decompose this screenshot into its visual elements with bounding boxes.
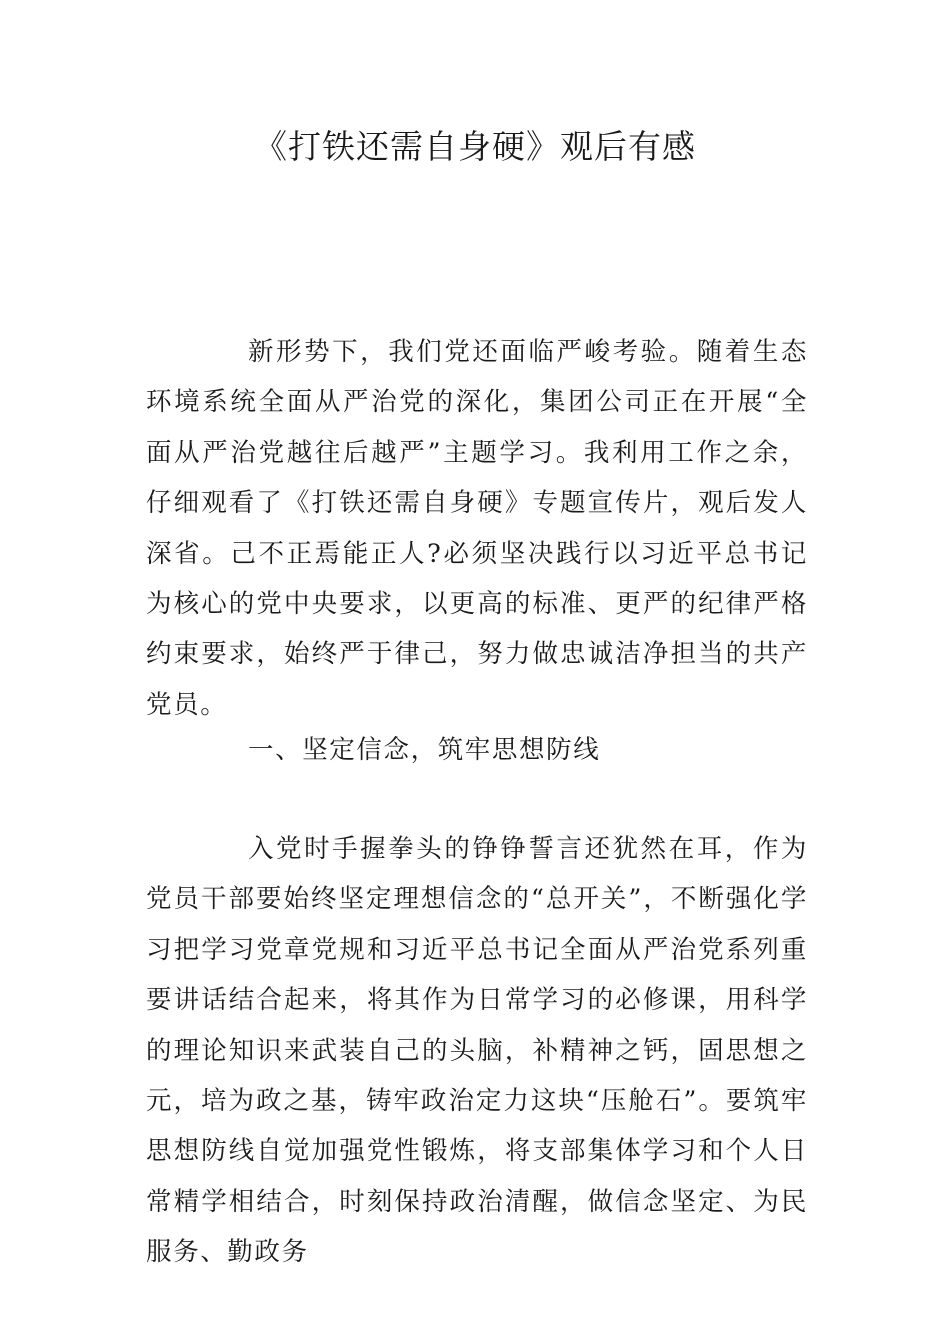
section-heading: 一、坚定信念，筑牢思想防线 (248, 735, 601, 765)
body-paragraph: 入党时手握拳头的铮铮誓言还犹然在耳，作为党员干部要始终坚定理想信念的“总开关”，不断强化学习把学习党章党规和习近平总书记全面从严治党系列重要讲话结合起来，将其作为日常学习的必修课，用科学的理论知识来武装自己的头脑，补精神之钙，固思想之元，培为政之基，铸牢政治定力这块“压舱石”。要筑牢思想防线自觉加强党性锻炼，将支部集体学习和个人日常精学相结合，时刻保持政治清醒，做信念坚定、为民服务、勤政务 (146, 834, 808, 1268)
document-title: 《打铁还需自身硬》观后有感 (254, 127, 696, 166)
intro-paragraph: 新形势下，我们党还面临严峻考验。随着生态环境系统全面从严治党的深化，集团公司正在开展“全面从严治党越往后越严”主题学习。我利用工作之余，仔细观看了《打铁还需自身硬》专题宣传片，观后发人深省。己不正焉能正人?必须坚决践行以习近平总书记为核心的党中央要求，以更高的标准、更严的纪律严格约束要求，始终严于律己，努力做忠诚洁净担当的共产党员。 (146, 337, 808, 720)
